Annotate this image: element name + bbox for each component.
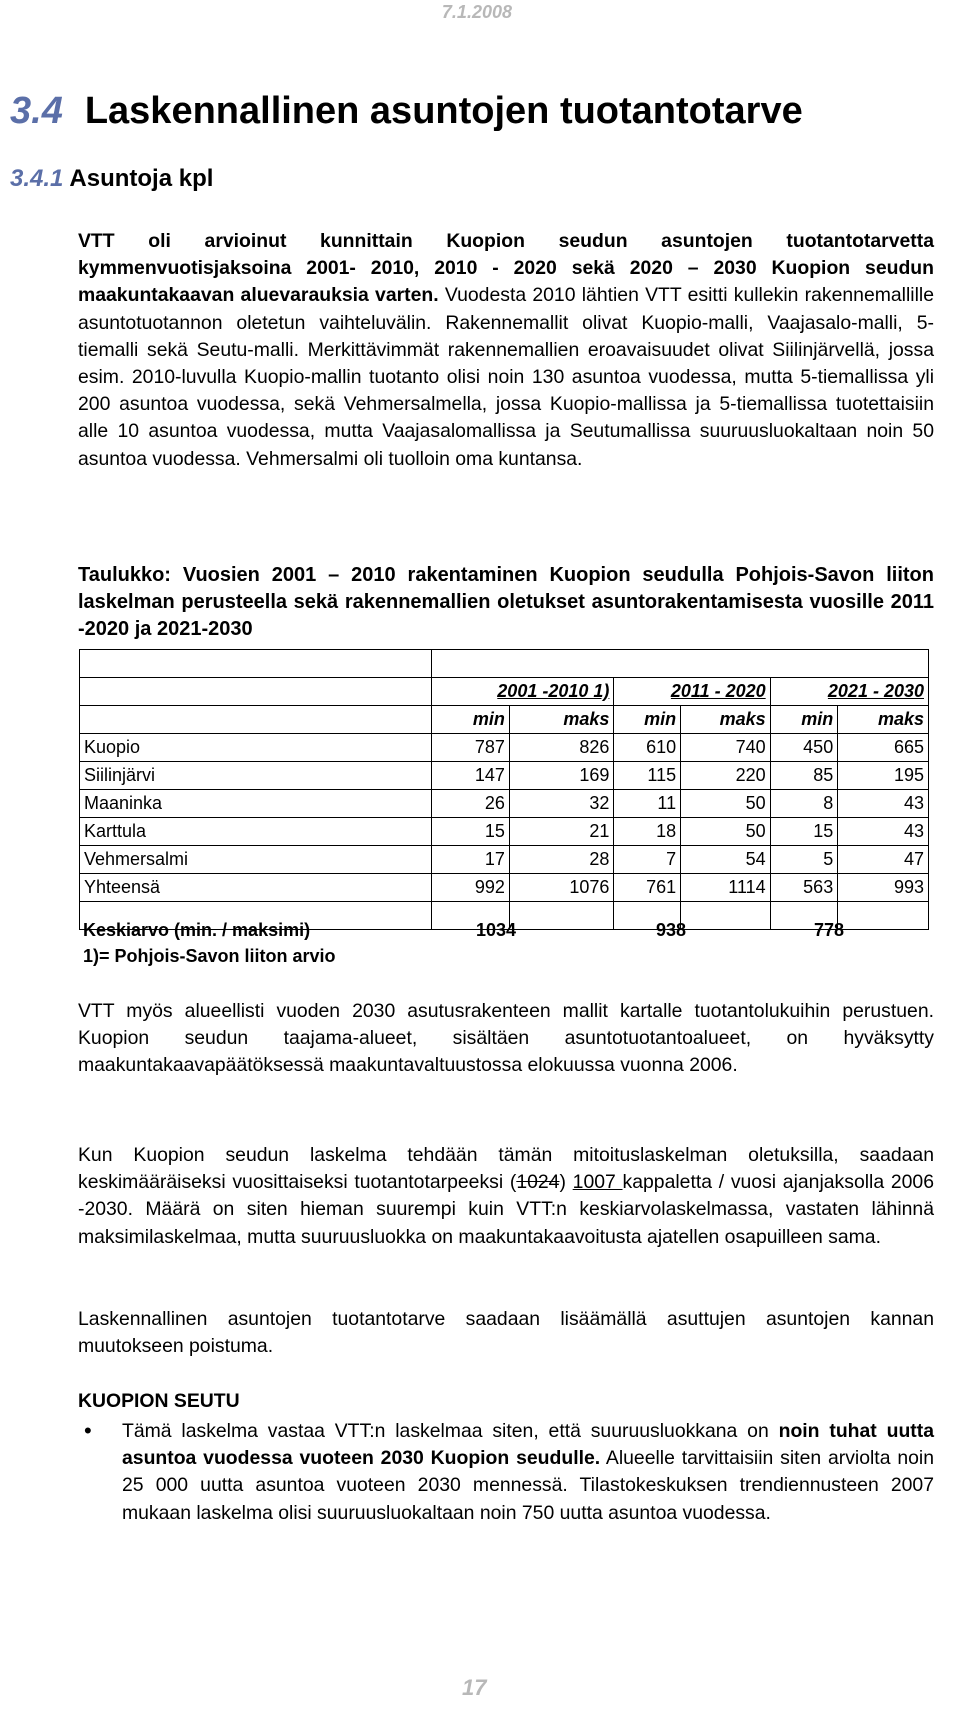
document-date: 7.1.2008 [441,2,512,22]
table-row [80,762,929,790]
table-row [80,790,929,818]
page-number: 17 [462,1675,487,1700]
section-title: Laskennallinen asuntojen tuotantotarve [84,90,803,132]
period-header: 2001 -2010 1) [432,678,614,706]
paragraph-alueellisti: VTT myös alueellisti vuoden 2030 asutusrakenteen mallit kartalle tuotantolukuihin perustuen. Kuopion seudun taajama-alueet, sisältäen asuntotuotantoalueet, on hyväksytty maakuntakaavapäätöksessä maakuntavaltuustossa elokuussa vuonna 2006. [78,1000,934,1077]
municipality-name: Siilinjärvi [80,762,432,790]
table-cell-value: 17 [432,846,510,874]
municipality-name: Yhteensä [80,874,432,902]
table-caption: Taulukko: Vuosien 2001 – 2010 rakentaminen Kuopion seudulla Pohjois-Savon liiton laskelman perusteella sekä rakennemallien oletukset asuntorakentamisesta vuosille 2011 -2020 ja 2021-2030 [78,564,934,640]
table-cell-value: 15 [770,818,838,846]
table-row [80,874,929,902]
table-cell-value: 740 [681,734,771,762]
table-cell-value: 50 [681,790,771,818]
table-cell-value: 21 [509,818,614,846]
table-cell-value: 761 [614,874,681,902]
table-period-header-row [80,678,929,706]
subheader-min: min [432,706,510,734]
intro-normal-text: Vuodesta 2010 lähtien VTT esitti kullekin rakennemallille asuntotuotannon oletetun vaihteluvälin. Rakennemallit olivat Kuopio-malli, Vaajasalo-malli, 5-tiemalli sekä Seutu-malli. Merkittävimmät rakennemallien eroavaisuudet olivat Siilinjärvellä, jossa esim. 2010-luvulla Kuopio-mallin tuotanto olisi noin 130 asuntoa vuodessa, mutta 5-tiemallissa yli 200 asuntoa vuodessa, sekä Vehmersalmella, jossa Kuopio-mallissa ja 5-tiemallissa tuotettaisiin alle 10 asuntoa vuodessa, mutta Vaajasalomallissa ja Seutumallissa suuruusluokaltaan noin 50 asuntoa vuodessa. Vehmersalmi oli tuolloin oma kuntansa. [78,284,934,470]
subheader-max: maks [838,706,929,734]
intro-bold-text: VTT oli arvioinut kunnittain Kuopion seudun asuntojen tuotantotarvetta kymmenvuotisjaksoina 2001- 2010, 2010 - 2020 sekä 2020 – 2030 Kuopion seudun maakuntakaavan aluevarauksia varten. [78,230,934,307]
average-value: 778 [814,920,845,940]
table-cell-value: 195 [838,762,929,790]
municipality-name: Kuopio [80,734,432,762]
kuopio-bullet-text: Tämä laskelma vastaa VTT:n laskelmaa siten, että suuruusluokkana on noin tuhat uutta asuntoa vuodessa vuoteen 2030 Kuopion seudulle. Alueelle tarvittaisiin siten arviolta noin 25 000 uutta asuntoa vuoteen 2030 mennessä. Tilastokeskuksen trendiennusteen 2007 mukaan laskelma olisi suuruusluokaltaan noin 750 uutta asuntoa vuodessa. [122,1420,934,1524]
table-cell-value: 5 [770,846,838,874]
table-cell-value: 15 [432,818,510,846]
housing-table [79,649,929,930]
corrected-value: 1007 [572,1171,623,1194]
paragraph-poistuma: Laskennallinen asuntojen tuotantotarve saadaan lisäämällä asuttujen asuntojen kannan muutokseen poistuma. [78,1308,934,1358]
section-number: 3.4 [10,90,63,132]
subheader-min: min [770,706,838,734]
table-cell-value: 563 [770,874,838,902]
struck-value: 1024 [516,1171,560,1194]
table-cell-value: 32 [509,790,614,818]
table-cell-value: 610 [614,734,681,762]
intro-paragraph [78,228,934,473]
table-cell-value: 787 [432,734,510,762]
average-value: 938 [656,920,687,940]
subheader-max: maks [509,706,614,734]
table-cell-value: 993 [838,874,929,902]
table-cell-value: 54 [681,846,771,874]
table-cell-value: 665 [838,734,929,762]
table-subheader-row [80,706,929,734]
table-cell-value: 992 [432,874,510,902]
table-cell-value: 1114 [681,874,771,902]
table-footnote: 1)= Pohjois-Savon liiton arvio [83,946,336,966]
table-cell-value: 1076 [509,874,614,902]
subsection-number: 3.4.1 [10,165,64,192]
subheader-min: min [614,706,681,734]
table-cell-value: 8 [770,790,838,818]
table-row [80,818,929,846]
paragraph-laskelma: Kun Kuopion seudun laskelma tehdään tämän mitoituslaskelman oletuksilla, saadaan keskimääräiseksi vuosittaiseksi tuotantotarpeeksi (1024) 1007 kappaletta / vuosi ajanjaksolla 2006 -2030. Määrä on siten hieman suurempi kuin VTT:n keskiarvolaskelmassa, vastaten lähinnä maksimilaskelmaa, mutta suuruusluokka on maakuntakaavoitusta ajatellen osapuilleen sama. [78,1144,934,1248]
bullet-dot-icon: • [84,1418,92,1443]
bold-conclusion: noin tuhat uutta asuntoa vuodessa vuoteen 2030 Kuopion seudulle. [122,1420,934,1470]
subsection-heading [10,164,213,194]
table-cell-value: 85 [770,762,838,790]
table-cell-value: 115 [614,762,681,790]
table-cell-value: 18 [614,818,681,846]
table-cell-value: 147 [432,762,510,790]
table-cell-value: 11 [614,790,681,818]
municipality-name: Karttula [80,818,432,846]
table-cell-value: 220 [681,762,771,790]
table-cell-value: 43 [838,818,929,846]
kuopio-seutu-heading: KUOPION SEUTU [78,1390,240,1412]
table-cell-value: 450 [770,734,838,762]
average-label: Keskiarvo (min. / maksimi) [83,920,311,940]
table-cell-value: 169 [509,762,614,790]
table-cell-value: 43 [838,790,929,818]
subsection-title: Asuntoja kpl [69,165,214,192]
average-value: 1034 [476,920,517,940]
table-cell-value: 826 [509,734,614,762]
subheader-max: maks [681,706,771,734]
municipality-name: Vehmersalmi [80,846,432,874]
section-heading [10,88,803,134]
table-row [80,846,929,874]
table-cell-value: 50 [681,818,771,846]
table-cell-value: 47 [838,846,929,874]
table-cell-value: 26 [432,790,510,818]
table-cell-value: 28 [509,846,614,874]
period-header: 2011 - 2020 [614,678,770,706]
period-header: 2021 - 2030 [770,678,928,706]
table-row-blank-top [80,650,929,678]
municipality-name: Maaninka [80,790,432,818]
table-row [80,734,929,762]
table-cell-value: 7 [614,846,681,874]
